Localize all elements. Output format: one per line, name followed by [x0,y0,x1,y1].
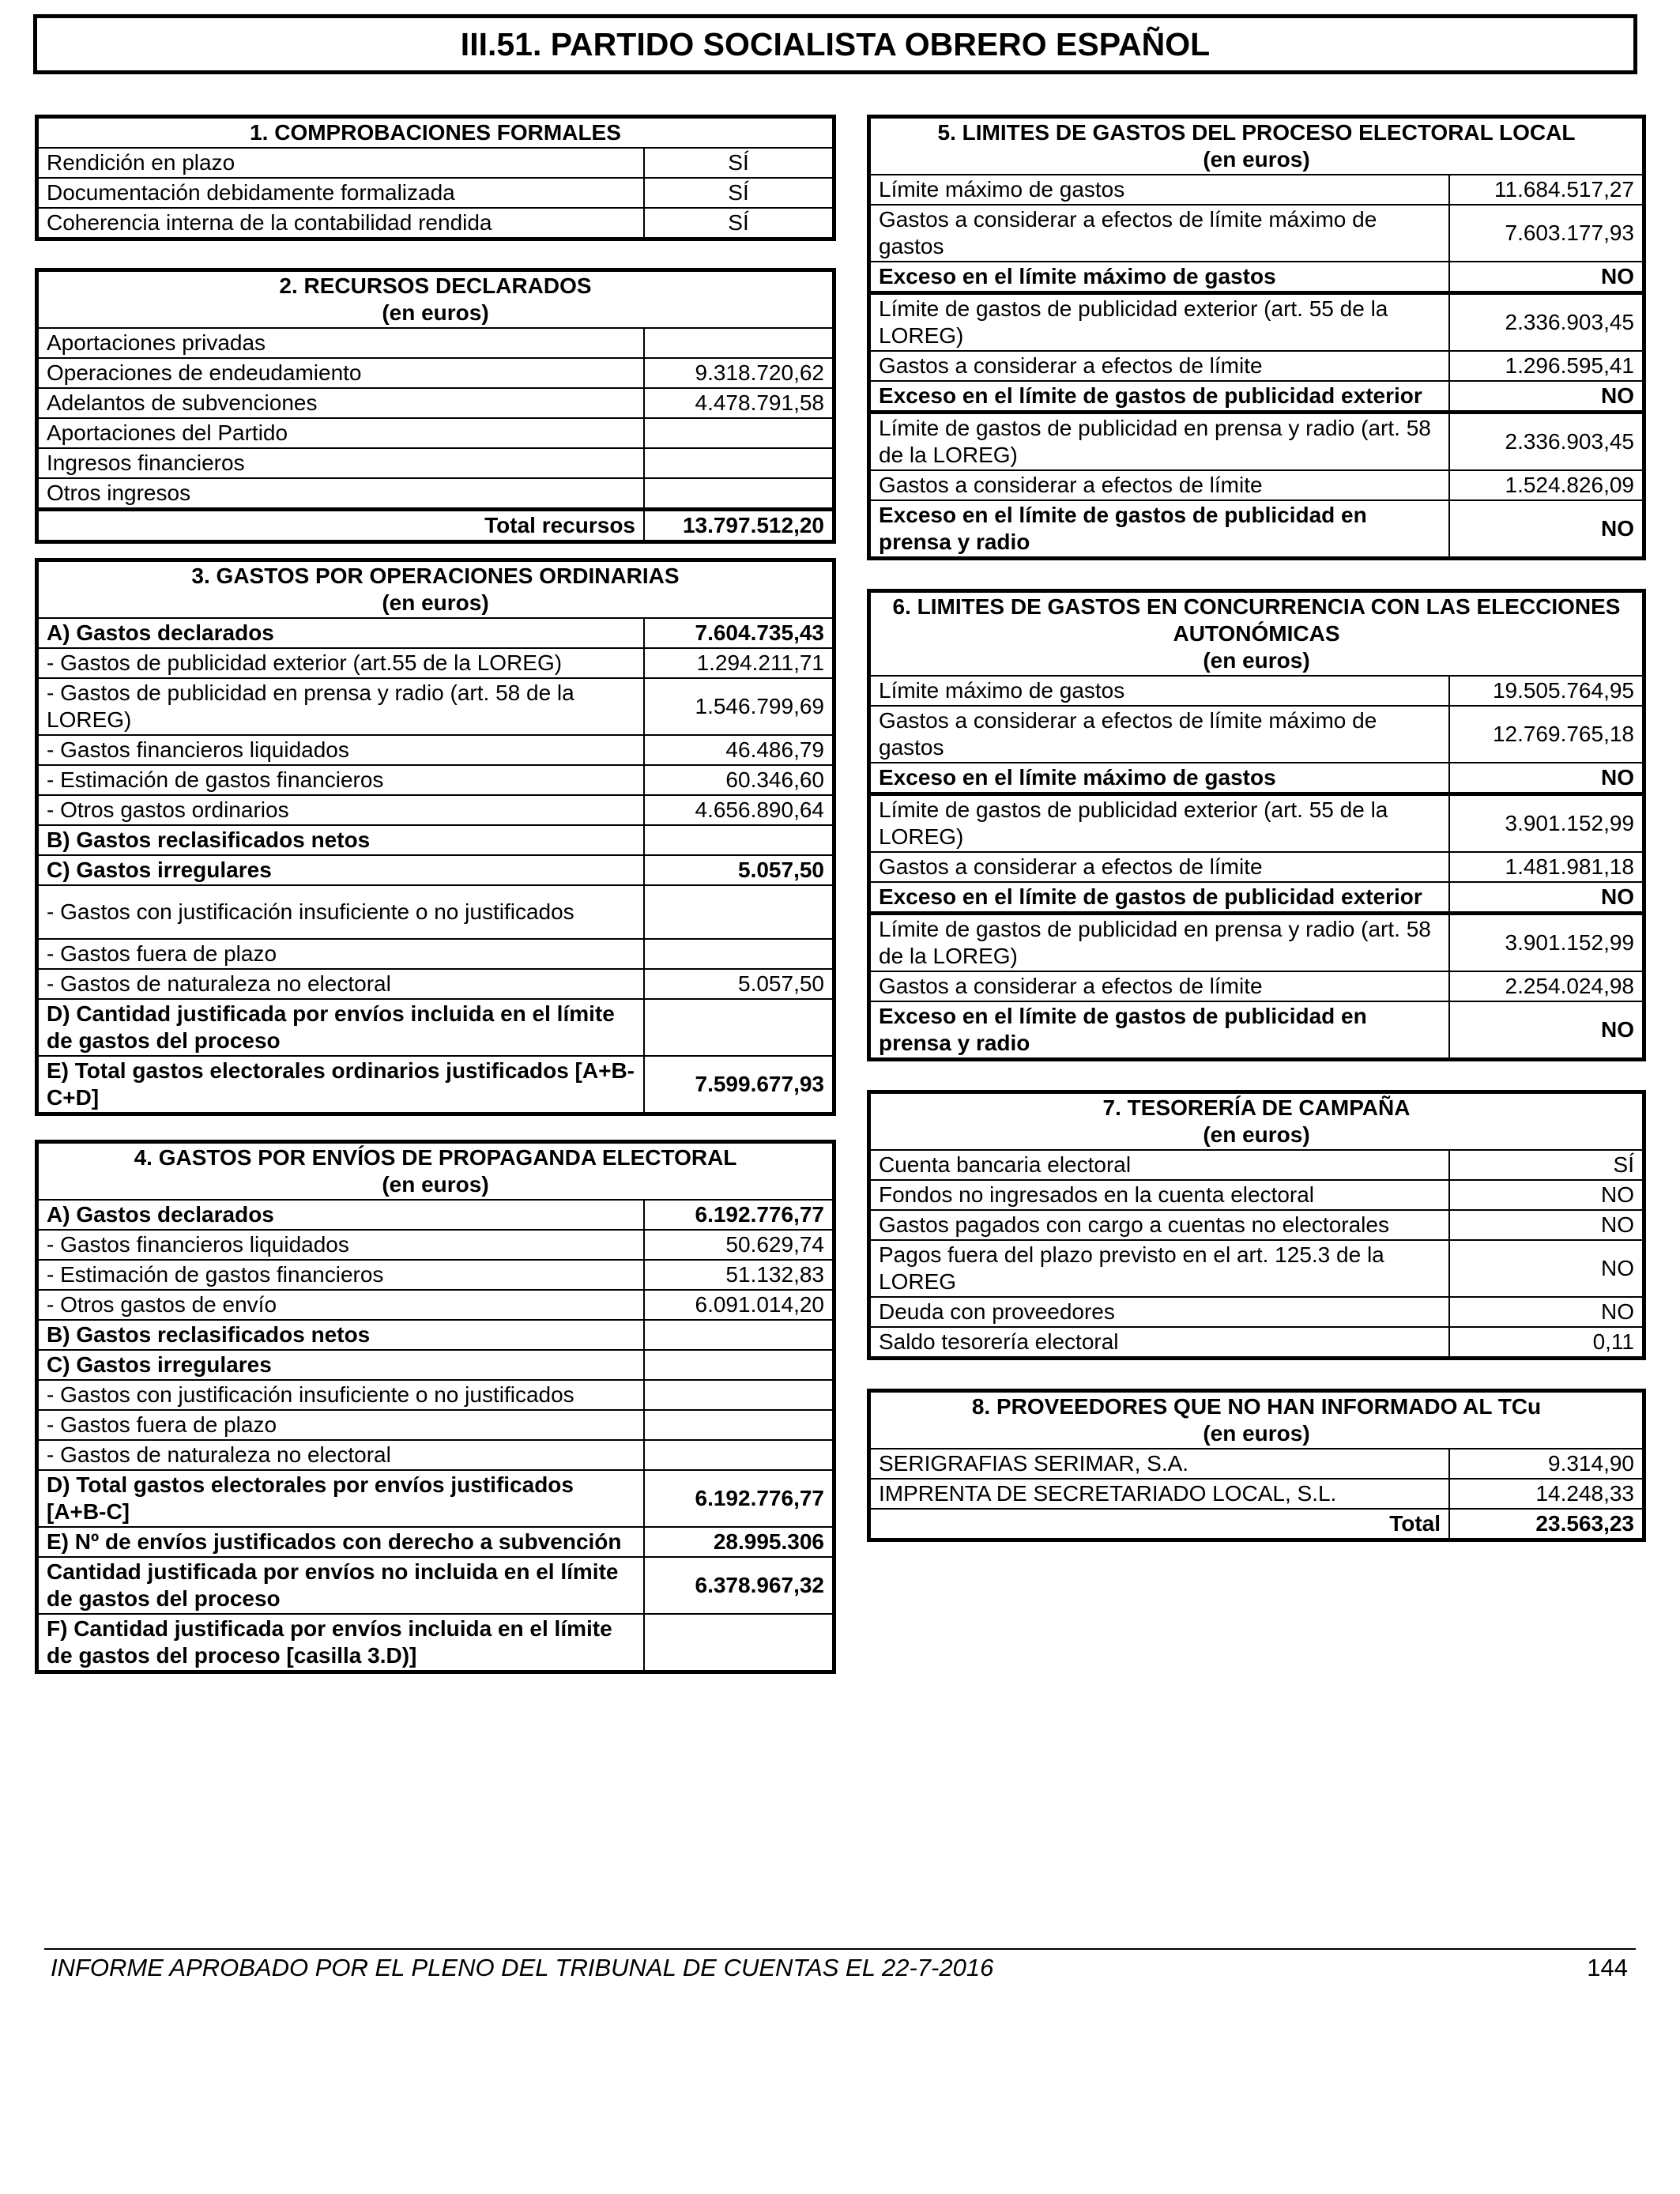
row-label: - Gastos financieros liquidados [39,1230,644,1260]
row-value: 6.091.014,20 [644,1290,832,1320]
row-value: SÍ [644,208,832,237]
row-value: 9.314,90 [1449,1449,1642,1479]
row-label: B) Gastos reclasificados netos [39,825,644,855]
row-label: Saldo tesorería electoral [871,1327,1449,1356]
section-heading: 5. LIMITES DE GASTOS DEL PROCESO ELECTORAL LOCAL (en euros) [871,119,1642,175]
table-row [39,478,832,510]
section-heading: 3. GASTOS POR OPERACIONES ORDINARIAS (en euros) [39,562,832,618]
row-value: 2.254.024,98 [1449,971,1642,1001]
table-row [39,328,832,358]
row-value: NO [1449,882,1642,914]
table-row [871,1479,1642,1509]
table-row [39,388,832,418]
row-value: SÍ [644,148,832,178]
row-label: Aportaciones privadas [39,328,644,358]
row-label: A) Gastos declarados [39,1200,644,1230]
row-value [644,1380,832,1410]
row-label: Exceso en el límite de gastos de publicidad exterior [871,381,1449,413]
row-value: 1.296.595,41 [1449,351,1642,381]
table-row [39,1260,832,1290]
row-label: Gastos a considerar a efectos de límite máximo de gastos [871,205,1449,262]
table-row [871,1180,1642,1210]
section-gastos-envios [35,1140,836,1674]
table-row [39,448,832,478]
row-label: Aportaciones del Partido [39,418,644,448]
row-label: Gastos a considerar a efectos de límite [871,852,1449,882]
footer-text: INFORME APROBADO POR EL PLENO DEL TRIBUNAL DE CUENTAS EL 22-7-2016 [51,1954,994,1981]
row-value: 5.057,50 [644,855,832,885]
table-row [39,735,832,765]
table-row [871,470,1642,500]
row-label: Límite de gastos de publicidad exterior (art. 55 de la LOREG) [871,293,1449,352]
table-row [39,648,832,678]
row-label: Deuda con proveedores [871,1297,1449,1327]
table-row [39,1350,832,1380]
table-row [39,418,832,448]
row-label: Límite de gastos de publicidad exterior (art. 55 de la LOREG) [871,794,1449,853]
table-row [871,914,1642,972]
row-value [644,1440,832,1470]
row-value: NO [1449,1180,1642,1210]
section-heading: 2. RECURSOS DECLARADOS (en euros) [39,272,832,328]
row-value: NO [1449,381,1642,413]
row-value: NO [1449,1001,1642,1057]
table-row [39,618,832,648]
row-label: Exceso en el límite máximo de gastos [871,763,1449,794]
row-value: 9.318.720,62 [644,358,832,388]
table-row [39,1200,832,1230]
table-row [871,852,1642,882]
row-label: - Otros gastos ordinarios [39,795,644,825]
row-label: Fondos no ingresados en la cuenta electoral [871,1180,1449,1210]
row-label: Coherencia interna de la contabilidad rendida [39,208,644,237]
row-label: D) Total gastos electorales por envíos justificados [A+B-C] [39,1470,644,1527]
section-tesoreria [867,1090,1646,1360]
table-row [39,795,832,825]
table-row [39,1470,832,1527]
row-label: Gastos a considerar a efectos de límite [871,971,1449,1001]
row-value: 51.132,83 [644,1260,832,1290]
table-row [871,763,1642,794]
table-row [871,676,1642,706]
row-value [644,478,832,510]
total-row [871,1509,1642,1538]
row-label: Exceso en el límite de gastos de publicidad en prensa y radio [871,1001,1449,1057]
row-label: Exceso en el límite de gastos de publicidad exterior [871,882,1449,914]
row-label: - Gastos fuera de plazo [39,1410,644,1440]
total-label: Total recursos [39,510,644,541]
table-row [871,205,1642,262]
row-value: NO [1449,1210,1642,1240]
row-label: - Gastos de publicidad exterior (art.55 de la LOREG) [39,648,644,678]
row-value: 7.604.735,43 [644,618,832,648]
table-row [39,1614,832,1670]
table-row [871,1150,1642,1180]
row-value [644,448,832,478]
section-limites-concurrencia [867,589,1646,1061]
row-value [644,1350,832,1380]
row-label: C) Gastos irregulares [39,1350,644,1380]
row-label: Límite máximo de gastos [871,676,1449,706]
total-value: 13.797.512,20 [644,510,832,541]
row-value: 7.603.177,93 [1449,205,1642,262]
row-label: - Estimación de gastos financieros [39,1260,644,1290]
row-value: SÍ [1449,1150,1642,1180]
table-row [871,413,1642,471]
row-label: Gastos a considerar a efectos de límite máximo de gastos [871,706,1449,763]
row-value: 1.546.799,69 [644,678,832,735]
table-row [871,1240,1642,1297]
section-heading: 6. LIMITES DE GASTOS EN CONCURRENCIA CON LAS ELECCIONES AUTONÓMICAS (en euros) [871,593,1642,676]
row-label: - Gastos de naturaleza no electoral [39,969,644,999]
row-value: 6.378.967,32 [644,1557,832,1614]
row-value: NO [1449,500,1642,556]
row-value: NO [1449,262,1642,293]
row-label: Cantidad justificada por envíos no incluida en el límite de gastos del proceso [39,1557,644,1614]
table-row [39,1410,832,1440]
row-label: Otros ingresos [39,478,644,510]
row-label: Operaciones de endeudamiento [39,358,644,388]
row-value [644,1410,832,1440]
row-label: E) Total gastos electorales ordinarios justificados [A+B-C+D] [39,1056,644,1112]
row-value: 1.481.981,18 [1449,852,1642,882]
row-value [644,1320,832,1350]
row-value: 0,11 [1449,1327,1642,1356]
row-label: F) Cantidad justificada por envíos incluida en el límite de gastos del proceso [casilla 3.D)] [39,1614,644,1670]
row-value: 6.192.776,77 [644,1200,832,1230]
row-label: A) Gastos declarados [39,618,644,648]
row-label: - Gastos con justificación insuficiente o no justificados [39,885,644,939]
left-column [35,115,836,1674]
row-value [644,328,832,358]
table-row [39,1440,832,1470]
table-row [871,381,1642,413]
section-comprobaciones-formales [35,115,836,241]
row-label: - Gastos de publicidad en prensa y radio (art. 58 de la LOREG) [39,678,644,735]
row-label: Rendición en plazo [39,148,644,178]
row-label: - Gastos con justificación insuficiente o no justificados [39,1380,644,1410]
total-row [39,510,832,541]
table-row [39,825,832,855]
row-value [644,418,832,448]
table-row [871,1449,1642,1479]
table-row [871,706,1642,763]
table-row [39,178,832,208]
table-row [871,882,1642,914]
table-row [39,358,832,388]
row-label: - Gastos de naturaleza no electoral [39,1440,644,1470]
section-heading: 1. COMPROBACIONES FORMALES [39,119,832,148]
row-label: Gastos a considerar a efectos de límite [871,470,1449,500]
row-value: NO [1449,1297,1642,1327]
table-row [39,1290,832,1320]
row-label: Gastos pagados con cargo a cuentas no electorales [871,1210,1449,1240]
table-row [39,939,832,969]
row-value [644,825,832,855]
section-heading: 7. TESORERÍA DE CAMPAÑA (en euros) [871,1094,1642,1150]
row-value: 2.336.903,45 [1449,413,1642,471]
row-label: Límite de gastos de publicidad en prensa y radio (art. 58 de la LOREG) [871,914,1449,972]
row-label: Exceso en el límite de gastos de publicidad en prensa y radio [871,500,1449,556]
table-row [39,1527,832,1557]
table-row [871,971,1642,1001]
table-row [39,999,832,1056]
section-heading: 4. GASTOS POR ENVÍOS DE PROPAGANDA ELECTORAL (en euros) [39,1144,832,1200]
section-gastos-ordinarios [35,558,836,1116]
row-value: 3.901.152,99 [1449,794,1642,853]
table-row [871,351,1642,381]
table-row [39,678,832,735]
table-row [871,1327,1642,1356]
table-row [871,293,1642,352]
row-value: 11.684.517,27 [1449,175,1642,205]
row-value [644,999,832,1056]
section-heading: 8. PROVEEDORES QUE NO HAN INFORMADO AL TCu (en euros) [871,1393,1642,1449]
row-label: - Estimación de gastos financieros [39,765,644,795]
row-label: - Gastos financieros liquidados [39,735,644,765]
row-value: 46.486,79 [644,735,832,765]
table-row [39,1230,832,1260]
table-row [39,1320,832,1350]
row-value: 28.995.306 [644,1527,832,1557]
row-value: 1.524.826,09 [1449,470,1642,500]
row-value: 7.599.677,93 [644,1056,832,1112]
table-row [39,208,832,237]
table-row [39,765,832,795]
row-value: 5.057,50 [644,969,832,999]
row-label: - Otros gastos de envío [39,1290,644,1320]
row-value: 6.192.776,77 [644,1470,832,1527]
row-value: 50.629,74 [644,1230,832,1260]
row-value: 1.294.211,71 [644,648,832,678]
table-row [871,500,1642,556]
total-value: 23.563,23 [1449,1509,1642,1538]
row-label: IMPRENTA DE SECRETARIADO LOCAL, S.L. [871,1479,1449,1509]
row-label: E) Nº de envíos justificados con derecho a subvención [39,1527,644,1557]
table-row [871,1297,1642,1327]
row-value: 4.656.890,64 [644,795,832,825]
total-label: Total [871,1509,1449,1538]
section-limites-local [867,115,1646,560]
row-label: Adelantos de subvenciones [39,388,644,418]
section-recursos-declarados [35,268,836,544]
row-label: D) Cantidad justificada por envíos incluida en el límite de gastos del proceso [39,999,644,1056]
row-label: Gastos a considerar a efectos de límite [871,351,1449,381]
row-label: Exceso en el límite máximo de gastos [871,262,1449,293]
table-row [39,855,832,885]
row-value [644,885,832,939]
row-value: 60.346,60 [644,765,832,795]
row-value [644,939,832,969]
row-label: Pagos fuera del plazo previsto en el art. 125.3 de la LOREG [871,1240,1449,1297]
row-value [644,1614,832,1670]
row-label: Ingresos financieros [39,448,644,478]
table-row [871,794,1642,853]
row-value: 14.248,33 [1449,1479,1642,1509]
row-value: NO [1449,1240,1642,1297]
right-column [867,115,1646,1542]
row-label: Límite máximo de gastos [871,175,1449,205]
row-value: SÍ [644,178,832,208]
row-value: 19.505.764,95 [1449,676,1642,706]
row-label: Límite de gastos de publicidad en prensa y radio (art. 58 de la LOREG) [871,413,1449,471]
row-value: 3.901.152,99 [1449,914,1642,972]
row-label: SERIGRAFIAS SERIMAR, S.A. [871,1449,1449,1479]
table-row [39,1056,832,1112]
row-label: - Gastos fuera de plazo [39,939,644,969]
table-row [871,1210,1642,1240]
table-row [39,885,832,939]
row-label: Cuenta bancaria electoral [871,1150,1449,1180]
table-row [39,1380,832,1410]
row-label: C) Gastos irregulares [39,855,644,885]
page-title: III.51. PARTIDO SOCIALISTA OBRERO ESPAÑOL [33,14,1637,74]
row-label: B) Gastos reclasificados netos [39,1320,644,1350]
footer-divider [44,1948,1636,1950]
section-proveedores [867,1389,1646,1542]
table-row [39,969,832,999]
table-row [871,175,1642,205]
table-row [39,1557,832,1614]
table-row [871,262,1642,293]
row-label: Documentación debidamente formalizada [39,178,644,208]
row-value: 2.336.903,45 [1449,293,1642,352]
row-value: 12.769.765,18 [1449,706,1642,763]
table-row [39,148,832,178]
row-value: NO [1449,763,1642,794]
table-row [871,1001,1642,1057]
row-value: 4.478.791,58 [644,388,832,418]
page-number: 144 [1587,1954,1628,1981]
